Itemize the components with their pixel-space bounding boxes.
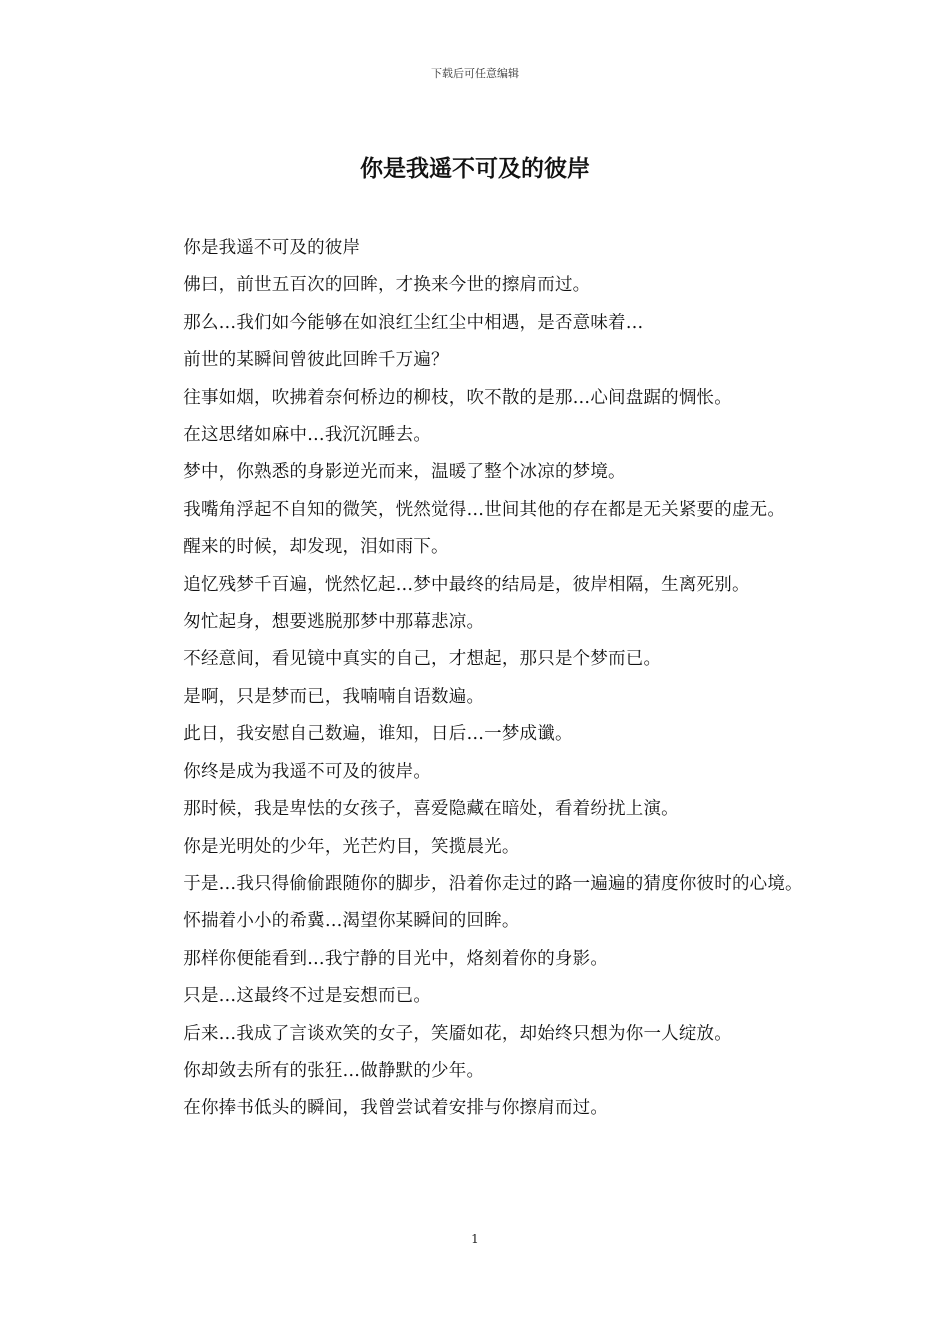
paragraph: 你却敛去所有的张狂…做静默的少年。 [183,1060,485,1081]
paragraph: 佛曰，前世五百次的回眸，才换来今世的擦肩而过。 [183,275,591,296]
paragraph: 往事如烟，吹拂着奈何桥边的柳枝，吹不散的是那…心间盘踞的惆怅。 [183,387,732,408]
document-body [143,230,809,1128]
paragraph: 你是光明处的少年，光芒灼目，笑揽晨光。 [183,836,520,857]
paragraph: 醒来的时候，却发现，泪如雨下。 [183,537,449,558]
paragraph: 那么…我们如今能够在如浪红尘红尘中相遇，是否意味着… [183,312,644,333]
header-note: 下载后可任意编辑 [431,67,519,80]
paragraph: 此日，我安慰自己数遍，谁知，日后…一梦成谶。 [183,724,573,745]
paragraph: 只是…这最终不过是妄想而已。 [183,986,432,1007]
paragraph: 你终是成为我遥不可及的彼岸。 [183,761,432,782]
paragraph: 那样你便能看到…我宁静的目光中，烙刻着你的身影。 [183,948,609,969]
paragraph: 后来…我成了言谈欢笑的女子，笑靥如花，却始终只想为你一人绽放。 [183,1023,732,1044]
paragraph: 不经意间，看见镜中真实的自己，才想起，那只是个梦而已。 [183,649,662,670]
paragraph: 追忆残梦千百遍，恍然忆起…梦中最终的结局是，彼岸相隔，生离死别。 [183,574,750,595]
document-title: 你是我遥不可及的彼岸 [360,155,590,182]
paragraph: 那时候，我是卑怯的女孩子，喜爱隐藏在暗处，看着纷扰上演。 [183,799,679,820]
paragraph: 在这思绪如麻中…我沉沉睡去。 [183,425,432,446]
paragraph: 你是我遥不可及的彼岸 [183,238,361,258]
paragraph: 怀揣着小小的希冀…渴望你某瞬间的回眸。 [183,911,520,932]
paragraph: 于是…我只得偷偷跟随你的脚步，沿着你走过的路一遍遍的猜度你彼时的心境。 [183,873,803,894]
page-number: 1 [471,1232,479,1246]
paragraph: 在你捧书低头的瞬间，我曾尝试着安排与你擦肩而过。 [183,1098,609,1119]
paragraph: 梦中，你熟悉的身影逆光而来，温暖了整个冰凉的梦境。 [183,462,626,483]
paragraph: 是啊，只是梦而已，我喃喃自语数遍。 [183,686,485,707]
paragraph: 匆忙起身，想要逃脱那梦中那幕悲凉。 [183,612,485,633]
paragraph: 我嘴角浮起不自知的微笑，恍然觉得…世间其他的存在都是无关紧要的虚无。 [183,499,786,520]
paragraph: 前世的某瞬间曾彼此回眸千万遍？ [183,350,449,371]
